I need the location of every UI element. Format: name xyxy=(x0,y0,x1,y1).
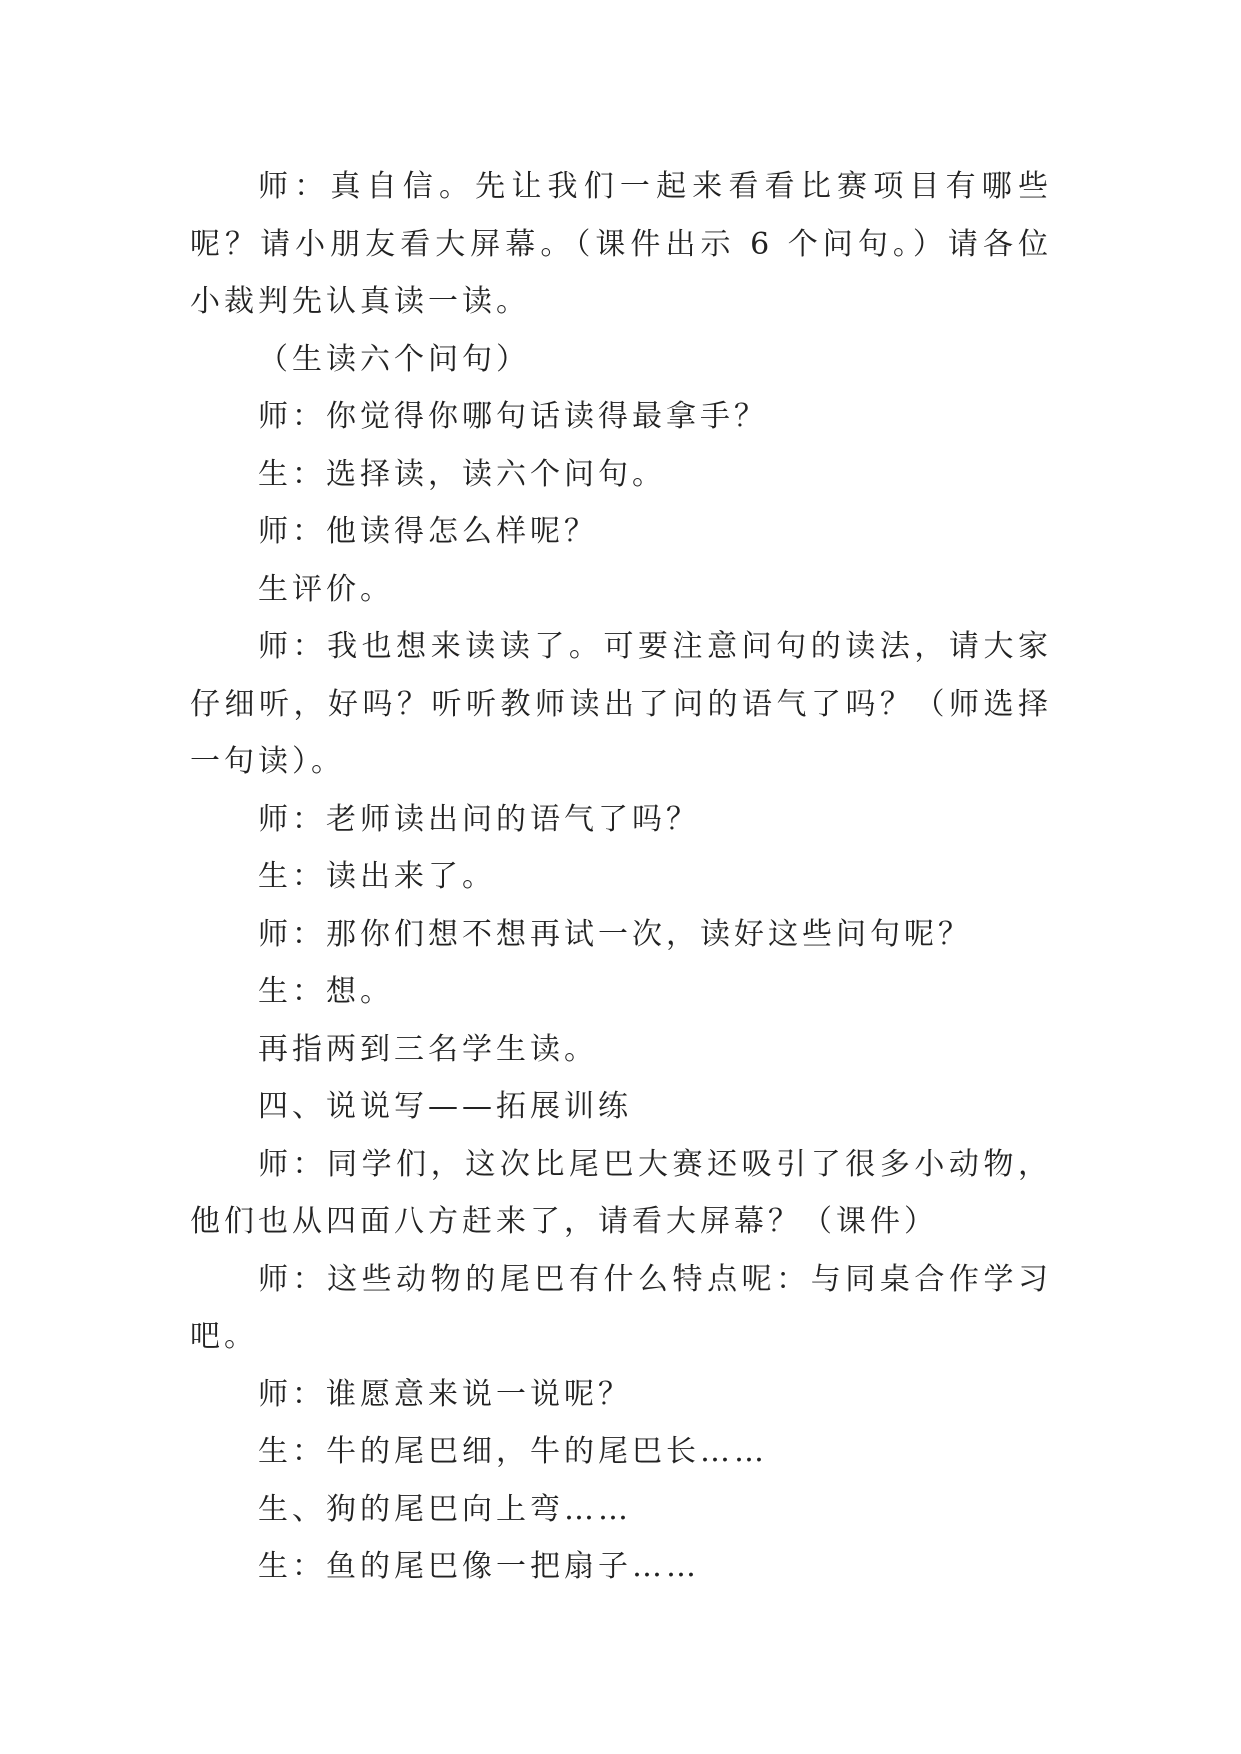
paragraph-10: 师：那你们想不想再试一次，读好这些问句呢？ xyxy=(258,916,972,952)
paragraph-8: 师：老师读出问的语气了吗？ xyxy=(258,801,700,837)
paragraph-19: 生：鱼的尾巴像一把扇子…… xyxy=(258,1549,700,1584)
paragraph-12: 再指两到三名学生读。 xyxy=(258,1031,598,1067)
paragraph-1: 师：真自信。先让我们一起来看看比赛项目有哪些呢？请小朋友看大屏幕。（课件出示 6 个问句。）请各位小裁判先认真读一读。 xyxy=(190,169,1052,319)
paragraph-2: （生读六个问句） xyxy=(258,341,530,377)
section-heading: 四、说说写——拓展训练 xyxy=(258,1089,632,1124)
paragraph-14: 师：同学们，这次比尾巴大赛还吸引了很多小动物，他们也从四面八方赶来了，请看大屏幕？（课件） xyxy=(190,1146,1052,1239)
paragraph-5: 师：他读得怎么样呢？ xyxy=(258,514,598,549)
paragraph-15: 师：这些动物的尾巴有什么特点呢：与同桌合作学习吧。 xyxy=(190,1261,1052,1354)
paragraph-11: 生：想。 xyxy=(258,974,394,1009)
paragraph-18: 生、狗的尾巴向上弯…… xyxy=(258,1491,632,1527)
paragraph-17: 生：牛的尾巴细，牛的尾巴长…… xyxy=(258,1434,768,1469)
paragraph-9: 生：读出来了。 xyxy=(258,859,496,894)
paragraph-7: 师：我也想来读读了。可要注意问句的读法，请大家仔细听，好吗？听听教师读出了问的语气了吗？（师选择一句读）。 xyxy=(190,629,1052,779)
paragraph-16: 师：谁愿意来说一说呢？ xyxy=(258,1376,632,1412)
paragraph-4: 生：选择读，读六个问句。 xyxy=(258,456,666,492)
lesson-transcript xyxy=(190,158,1052,1596)
paragraph-3: 师：你觉得你哪句话读得最拿手？ xyxy=(258,399,768,434)
paragraph-6: 生评价。 xyxy=(258,571,394,607)
